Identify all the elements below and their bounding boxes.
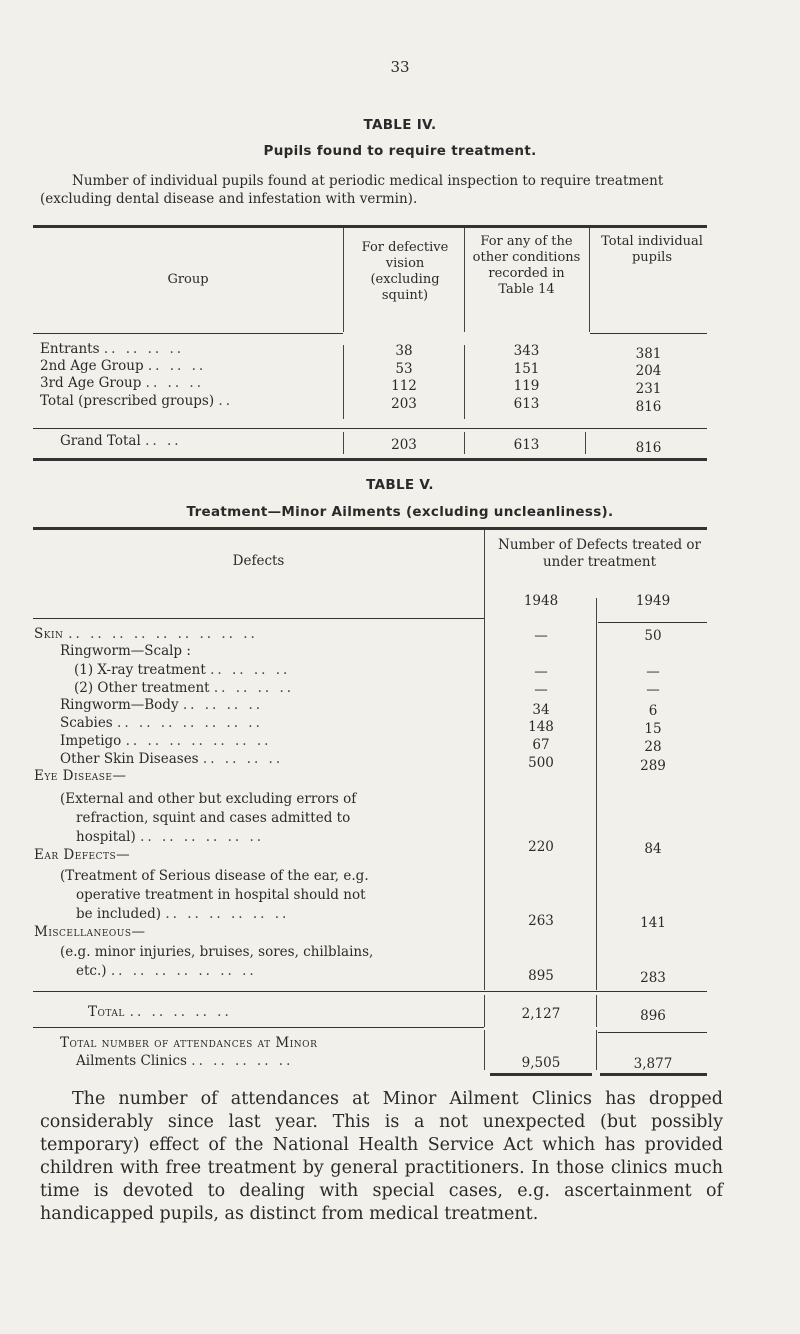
row-vision: 112 (391, 378, 417, 394)
row-1949: 289 (640, 758, 666, 774)
section-ear-defects: Ear Defects— (34, 847, 131, 863)
table-row: Ringworm—Body .. .. .. .. (60, 697, 264, 713)
table-row: operative treatment in hospital should not (76, 887, 366, 903)
table-row: (1) X-ray treatment .. .. .. .. (74, 662, 291, 678)
table-4-bottom-rule (33, 458, 707, 461)
table-row: (e.g. minor injuries, bruises, sores, chilblains, (60, 944, 374, 960)
row-1948: — (534, 628, 548, 644)
row-1949: 50 (644, 628, 662, 644)
table-row: Skin .. .. .. .. .. .. .. .. .. (34, 626, 258, 642)
grand-total-row: Grand Total .. .. (60, 433, 182, 449)
table-5-header-rule (33, 618, 484, 619)
row-1949: 28 (644, 739, 662, 755)
header-1948: 1948 (523, 593, 559, 609)
table-row: 3rd Age Group .. .. .. (40, 375, 204, 391)
table-5-subtitle: Treatment—Minor Ailments (excluding uncleanliness). (186, 504, 614, 520)
header-1949: 1949 (635, 593, 671, 609)
row-1949: — (646, 682, 660, 698)
table-5-bottom-rule (490, 1073, 592, 1076)
section-miscellaneous: Miscellaneous— (34, 924, 146, 940)
table-row: hospital) .. .. .. .. .. .. (76, 829, 265, 845)
table-4-divider (464, 345, 465, 419)
table-4-divider (464, 228, 465, 332)
attendances-1948: 9,505 (521, 1055, 561, 1071)
row-1948: 500 (528, 755, 554, 771)
row-1948: 67 (532, 737, 550, 753)
header-number-of-defects: Number of Defects treated or under treatment (498, 537, 701, 570)
row-vision: 38 (395, 343, 413, 359)
table-5-divider (596, 995, 597, 1027)
row-1948: — (534, 682, 548, 698)
table-4-divider (343, 228, 344, 332)
row-total: 231 (635, 381, 662, 397)
table-4-divider (343, 345, 344, 419)
table-5-top-rule (33, 527, 707, 530)
table-4-divider (464, 432, 465, 454)
table-5-divider (484, 1030, 485, 1070)
table-4-top-rule (33, 225, 707, 228)
table-row: Scabies .. .. .. .. .. .. .. (60, 715, 263, 731)
page-number: 33 (390, 58, 410, 76)
table-row: Total (prescribed groups) .. (40, 393, 233, 409)
row-1949: 84 (644, 841, 662, 857)
table-5-header-rule (598, 622, 707, 623)
table-5-divider (484, 995, 485, 1027)
table-row: Ringworm—Scalp : (60, 643, 191, 659)
table-5-total-rule (33, 991, 707, 992)
row-1948: 263 (528, 913, 554, 929)
row-other: 119 (513, 378, 540, 394)
table-5-divider (484, 530, 485, 950)
table-4-header-rule (33, 333, 343, 334)
table-5-attendance-rule (598, 1032, 707, 1033)
total-1949: 896 (640, 1008, 666, 1024)
row-1948: 220 (528, 839, 554, 855)
row-1949: 283 (640, 970, 666, 986)
row-1949: 6 (648, 703, 658, 719)
row-1948: 148 (528, 719, 554, 735)
table-4-header-rule (590, 333, 707, 334)
total-1948: 2,127 (521, 1006, 561, 1022)
table-5-title: TABLE V. (366, 477, 434, 493)
attendances-row: Ailments Clinics .. .. .. .. .. (76, 1053, 294, 1069)
row-total: 381 (635, 346, 662, 362)
row-1948: 895 (528, 968, 554, 984)
grand-total-other: 613 (513, 437, 540, 453)
attendances-1949: 3,877 (633, 1056, 673, 1072)
table-5-divider (484, 950, 485, 990)
header-vision: For defective vision (excluding squint) (361, 240, 449, 303)
row-1948: — (534, 664, 548, 680)
row-other: 343 (513, 343, 540, 359)
header-group: Group (167, 272, 209, 287)
table-row: (Treatment of Serious disease of the ear, e.g. (60, 868, 369, 884)
row-1949: 141 (640, 915, 666, 931)
table-4-grand-total-rule (33, 428, 707, 429)
table-5-divider (596, 598, 597, 950)
row-total: 816 (635, 399, 662, 415)
table-4-title: TABLE IV. (363, 117, 437, 133)
header-total-pupils: Total individual pupils (601, 234, 703, 265)
row-other: 151 (513, 361, 540, 377)
row-1949: — (646, 664, 660, 680)
table-row: etc.) .. .. .. .. .. .. .. (76, 963, 257, 979)
table-row: 2nd Age Group .. .. .. (40, 358, 207, 374)
attendances-row: Total number of attendances at Minor (60, 1035, 318, 1051)
row-total: 204 (635, 363, 662, 379)
table-5-bottom-rule (600, 1073, 707, 1076)
table-row: Other Skin Diseases .. .. .. .. (60, 751, 284, 767)
body-paragraph: The number of attendances at Minor Ailment Clinics has dropped considerably since last year. This is a not unexpected (but possibly temporary) effect of the National Health Service Act which has provided children with free treatment by general practitioners. In those clinics much time is devoted to dealing with special cases, e.g. ascertainment of handicapped pupils, as distinct from medical treatment. (40, 1089, 723, 1224)
table-row: Impetigo .. .. .. .. .. .. .. (60, 733, 272, 749)
table-5-attendance-rule (33, 1027, 484, 1028)
row-other: 613 (513, 396, 540, 412)
section-eye-disease: Eye Disease— (34, 768, 127, 784)
header-defects: Defects (232, 553, 285, 569)
table-4-intro: Number of individual pupils found at periodic medical inspection to require treatment (excluding dental disease and infestation with vermin). (40, 173, 664, 207)
table-4-divider (589, 228, 590, 332)
table-5-divider (596, 1030, 597, 1070)
table-row: (2) Other treatment .. .. .. .. (74, 680, 295, 696)
table-4-subtitle: Pupils found to require treatment. (263, 143, 537, 159)
row-vision: 203 (391, 396, 417, 412)
grand-total-total: 816 (635, 440, 662, 456)
header-other-conditions: For any of the other conditions recorded in Table 14 (472, 234, 581, 297)
grand-total-vision: 203 (391, 437, 417, 453)
total-row: Total .. .. .. .. .. (88, 1004, 232, 1020)
table-row: (External and other but excluding errors of (60, 791, 357, 807)
table-row: be included) .. .. .. .. .. .. (76, 906, 290, 922)
table-row: Entrants .. .. .. .. (40, 341, 185, 357)
table-5-divider (596, 950, 597, 990)
row-vision: 53 (395, 361, 413, 377)
table-4-divider (343, 432, 344, 454)
row-1949: 15 (644, 721, 662, 737)
table-row: refraction, squint and cases admitted to (76, 810, 351, 826)
row-1948: 34 (532, 702, 550, 718)
